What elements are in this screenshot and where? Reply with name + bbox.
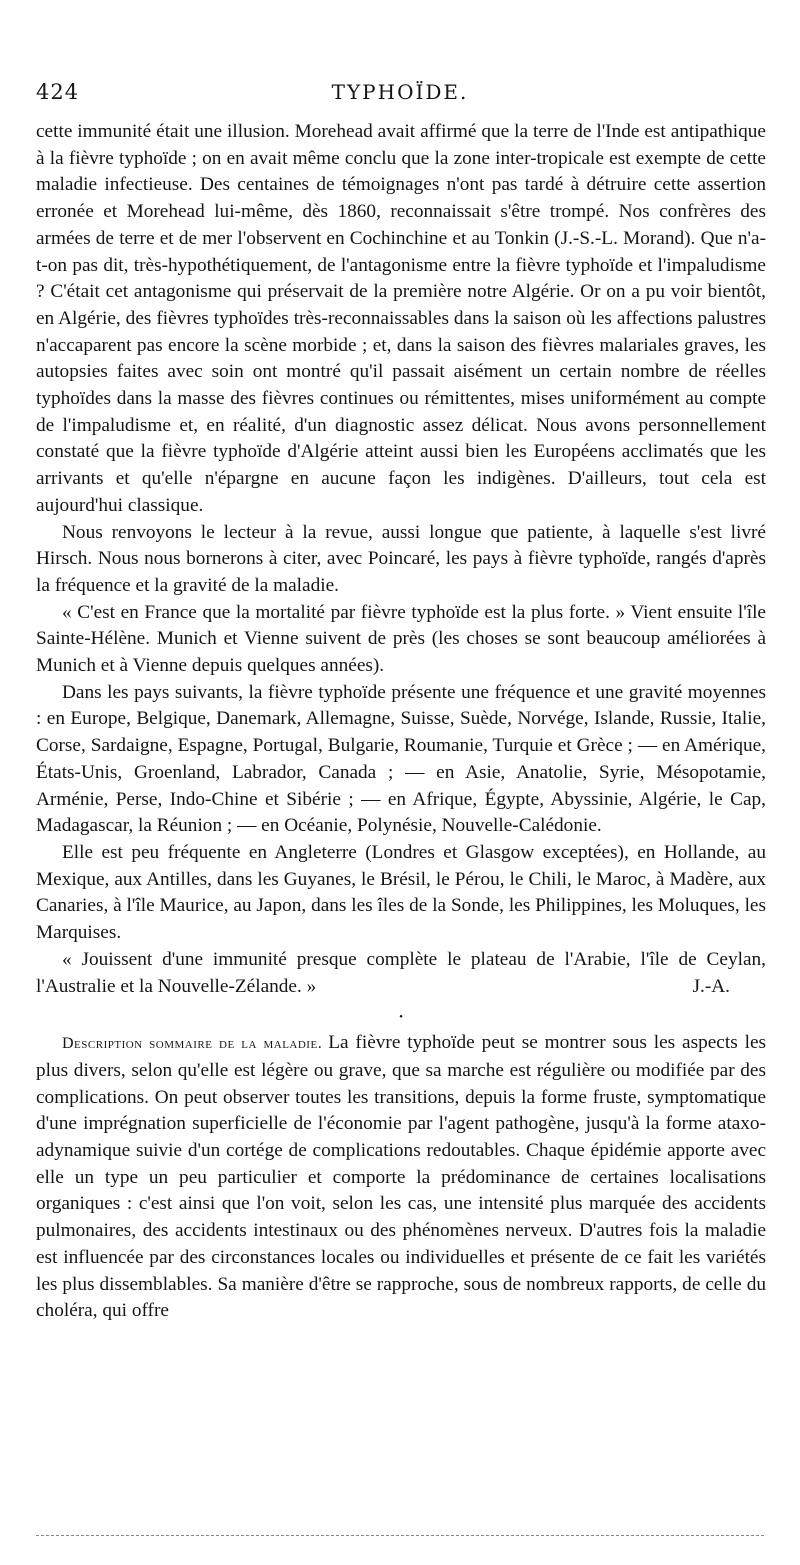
paragraph-7: [36, 1030, 766, 1325]
paragraph-5: Elle est peu fréquente en Angleterre (Londres et Glasgow exceptées), en Hollande, au Mexique, aux Antilles, dans les Guyanes, le Brésil, le Pérou, le Chili, le Maroc, à Madère, aux Canaries, à l'île Maurice, au Japon, dans les îles de la Sonde, les Philippines, les Moluques, les Marquises.: [36, 841, 766, 944]
footer-rule: [36, 1535, 764, 1536]
paragraph-4: Dans les pays suivants, la fièvre typhoïde présente une fréquence et une gravité moyennes : en Europe, Belgique, Danemark, Allemagne, Suisse, Suède, Norvége, Islande, Russie, Italie, Corse, Sardaigne, Espagne, Portugal, Bulgarie, Roumanie, Turquie et Grèce ; — en Amérique, États-Unis, Groenland, Labrador, Canada ; — en Asie, Anatolie, Syrie, Mésopotamie, Arménie, Perse, Indo-Chine et Sibérie ; — en Afrique, Égypte, Abyssinie, Algérie, le Cap, Madagascar, la Réunion ; — en Océanie, Polynésie, Nouvelle-Calédonie.: [36, 681, 766, 837]
author-signature: J.-A.: [692, 975, 730, 997]
section-text: La fièvre typhoïde peut se montrer sous les aspects les plus divers, selon qu'elle est légère ou grave, que sa marche est régulière ou modifiée par des complications. On peut observer toutes les transitions, depuis la forme fruste, symptomatique d'une imprégnation superficielle de l'économie par l'agent pathogène, jusqu'à la forme ataxo-adynamique suivie d'un cortége de complications redoutables. Chaque épidémie apporte avec elle un type un peu particulier et comporte la prédominance de certaines localisations organiques : c'est ainsi que l'on voit, selon les cas, une intensité plus marquée des accidents pulmonaires, des accidents intestinaux ou des phénomènes nerveux. D'autres fois la maladie est influencée par des circonstances locales ou individuelles et présente de ce fait les variétés les plus dissemblables. Sa manière d'être se rapproche, sous de nombreux rapports, de celle du choléra, qui offre: [36, 1032, 766, 1322]
page-number: 424: [36, 80, 80, 104]
paragraph-1: cette immunité était une illusion. Morehead avait affirmé que la terre de l'Inde est antipathique à la fièvre typhoïde ; on en avait même conclu que la zone inter-tropicale est exempte de cette maladie infectieuse. Des centaines de témoignages n'ont pas tardé à détruire cette assertion erronée et Morehead lui-même, dès 1860, reconnaissait s'être trompé. Nos confrères des armées de terre et de mer l'observent en Cochinchine et au Tonkin (J.-S.-L. Morand). Que n'a-t-on pas dit, très-hypothétiquement, de l'antagonisme entre la fièvre typhoïde et l'impaludisme ? C'était cet antagonisme qui préservait de la première notre Algérie. Or on a pu voir bientôt, en Algérie, des fièvres typhoïdes très-reconnaissables dans la saison où les affections palustres n'accaparent pas encore la scène morbide ; et, dans la saison des fièvres malariales graves, les autopsies faites avec soin ont montré qu'il passait aisément un certain nombre de réelles typhoïdes dans la masse des fièvres continues ou rémittentes, mises uniformément au compte de l'impaludisme et, en réalité, d'un diagnostic assez délicat. Nous avons personnellement constaté que la fièvre typhoïde d'Algérie atteint aussi bien les Européens acclimatés que les arrivants et qu'elle n'épargne en aucune façon les indigènes. D'ailleurs, tout cela est aujourd'hui classique.: [36, 121, 766, 516]
section-separator: •: [399, 1011, 403, 1024]
body-text: [36, 119, 766, 1325]
running-head: TYPHOÏDE.: [331, 80, 469, 104]
paragraph-6: [36, 947, 766, 1000]
paragraph-3: « C'est en France que la mortalité par fièvre typhoïde est la plus forte. » Vient ensuite l'île Sainte-Hélène. Munich et Vienne suivent de près (les choses se sont beaucoup améliorées à Munich et à Vienne depuis quelques années).: [36, 601, 766, 677]
paragraph-2: Nous renvoyons le lecteur à la revue, aussi longue que patiente, à laquelle s'est livré Hirsch. Nous nous bornerons à citer, avec Poincaré, les pays à fièvre typhoïde, rangés d'après la fréquence et la gravité de la maladie.: [36, 521, 766, 596]
section-title: Description sommaire de la maladie.: [62, 1035, 323, 1053]
page-header: [36, 80, 764, 114]
quote-text: « Jouissent d'une immunité presque complète le plateau de l'Arabie, l'île de Ceylan, l'Australie et la Nouvelle-Zélande. »: [36, 948, 766, 997]
